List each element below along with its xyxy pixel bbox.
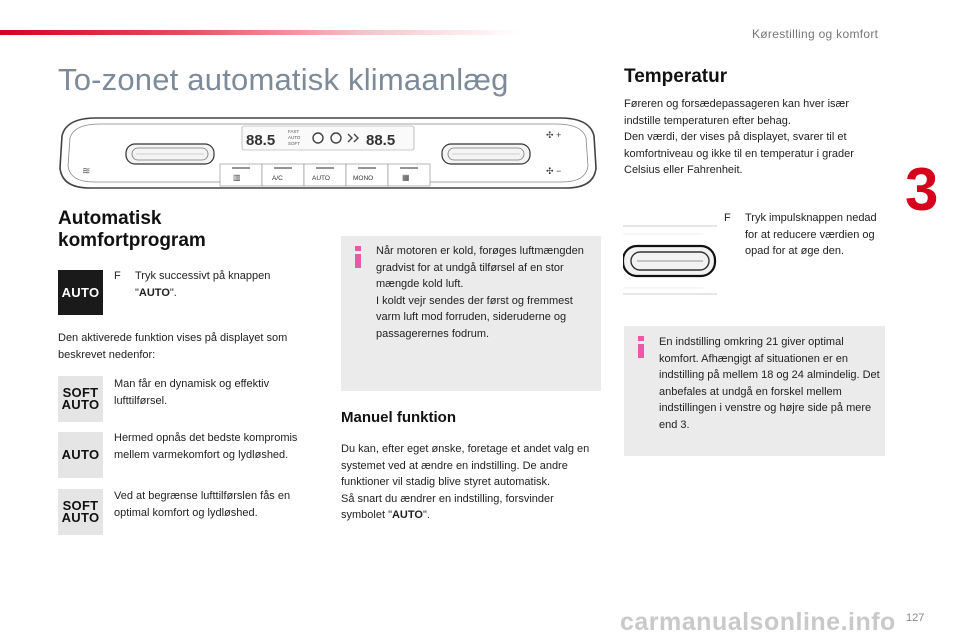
left-seat-air-icon: ≋ [82,166,91,177]
header-accent-bar [0,30,520,35]
watermark: carmanualsonline.info [620,608,896,636]
panel-display [242,126,414,150]
defrost-front-icon: ▥ [233,173,241,182]
svg-text:SOFT: SOFT [288,141,300,146]
auto-button-badge: AUTO [58,270,103,315]
info-icon [638,336,644,358]
panel-button-ac: A/C [272,175,283,182]
section-name: Kørestilling og komfort [752,27,879,41]
info-cold-text: Når motoren er kold, forøges luftmængden gradvist for at undgå tilførsel af en stor mængde kold luft. I koldt vejr sendes der først og fremmest varm luft mod forruden, sideruderne og passagerernes fodrum. [376,245,584,340]
mode-description-2: Hermed opnås det bedste kompromis mellem varmekomfort og lydløshed. [114,432,298,461]
manual-text: Du kan, efter eget ønske, foretage et andet valg en systemet ved at ændre en indstilling. De andre funktioner vil stadig blive styret automatisk. Så snart du ændrer en indstilling, forsvinder symbolet "AUTO". [341,443,590,521]
panel-button-row [220,164,430,186]
temperature-info-text: En indstilling omkring 21 giver optimal komfort. Afhængigt af situationen er en indstilling på mellem 18 og 24 almindelig. Det anbefales at undgå en forskel mellem indstillingen i venstre og højre side på mere end 3. [659,336,880,431]
auto-instruction: Tryk successivt på knappen "AUTO". [135,270,271,299]
fan-decrease-icon: ✣ − [546,166,562,176]
info-icon [355,246,361,268]
display-right-temp: 88.5 [366,132,396,149]
temperature-instruction: Tryk impulsknappen nedad for at reducere værdien og opad for at øge den. [745,212,877,257]
page-title: To-zonet automatisk klimaanlæg [58,62,509,97]
page-number: 127 [906,612,925,624]
soft-auto-badge-2: SOFT AUTO [58,489,103,535]
manual-heading: Manuel funktion [341,409,456,426]
bullet-marker: F [114,270,121,282]
panel-button-auto: AUTO [312,175,330,182]
soft-auto-badge: SOFT AUTO [58,376,103,422]
temperature-bullet-marker: F [724,212,731,224]
left-temperature-knob [126,144,214,164]
panel-button-mono: MONO [353,175,374,182]
climate-panel-illustration [56,114,600,192]
auto-badge: AUTO [58,432,103,478]
display-left-temp: 88.5 [246,132,276,149]
info-box-temperature [624,326,885,456]
temperature-heading: Temperatur [624,66,728,87]
temperature-knob-illustration [623,222,719,298]
svg-text:AUTO: AUTO [288,135,301,140]
automatic-heading: Automatisk komfortprogram [58,208,206,251]
info-box-cold-engine [341,236,601,391]
temperature-text: Føreren og forsædepassageren kan hver især indstille temperaturen efter behag. Den værdi, der vises på displayet, svarer til et komfortniveau og ikke til en temperatur i grader Celsius eller Fahrenheit. [624,98,854,176]
svg-text:FAST: FAST [288,129,300,134]
mode-description-1: Man får en dynamisk og effektiv lufttilførsel. [114,378,270,407]
chapter-number: 3 [905,156,939,223]
fan-increase-icon: ✣ + [546,130,562,140]
defrost-rear-icon: ▦ [402,173,410,182]
automatic-intro: Den aktiverede funktion vises på displayet som beskrevet nedenfor: [58,332,288,361]
right-temperature-knob [442,144,530,164]
mode-description-3: Ved at begrænse lufttilførslen fås en optimal komfort og lydløshed. [114,490,291,519]
